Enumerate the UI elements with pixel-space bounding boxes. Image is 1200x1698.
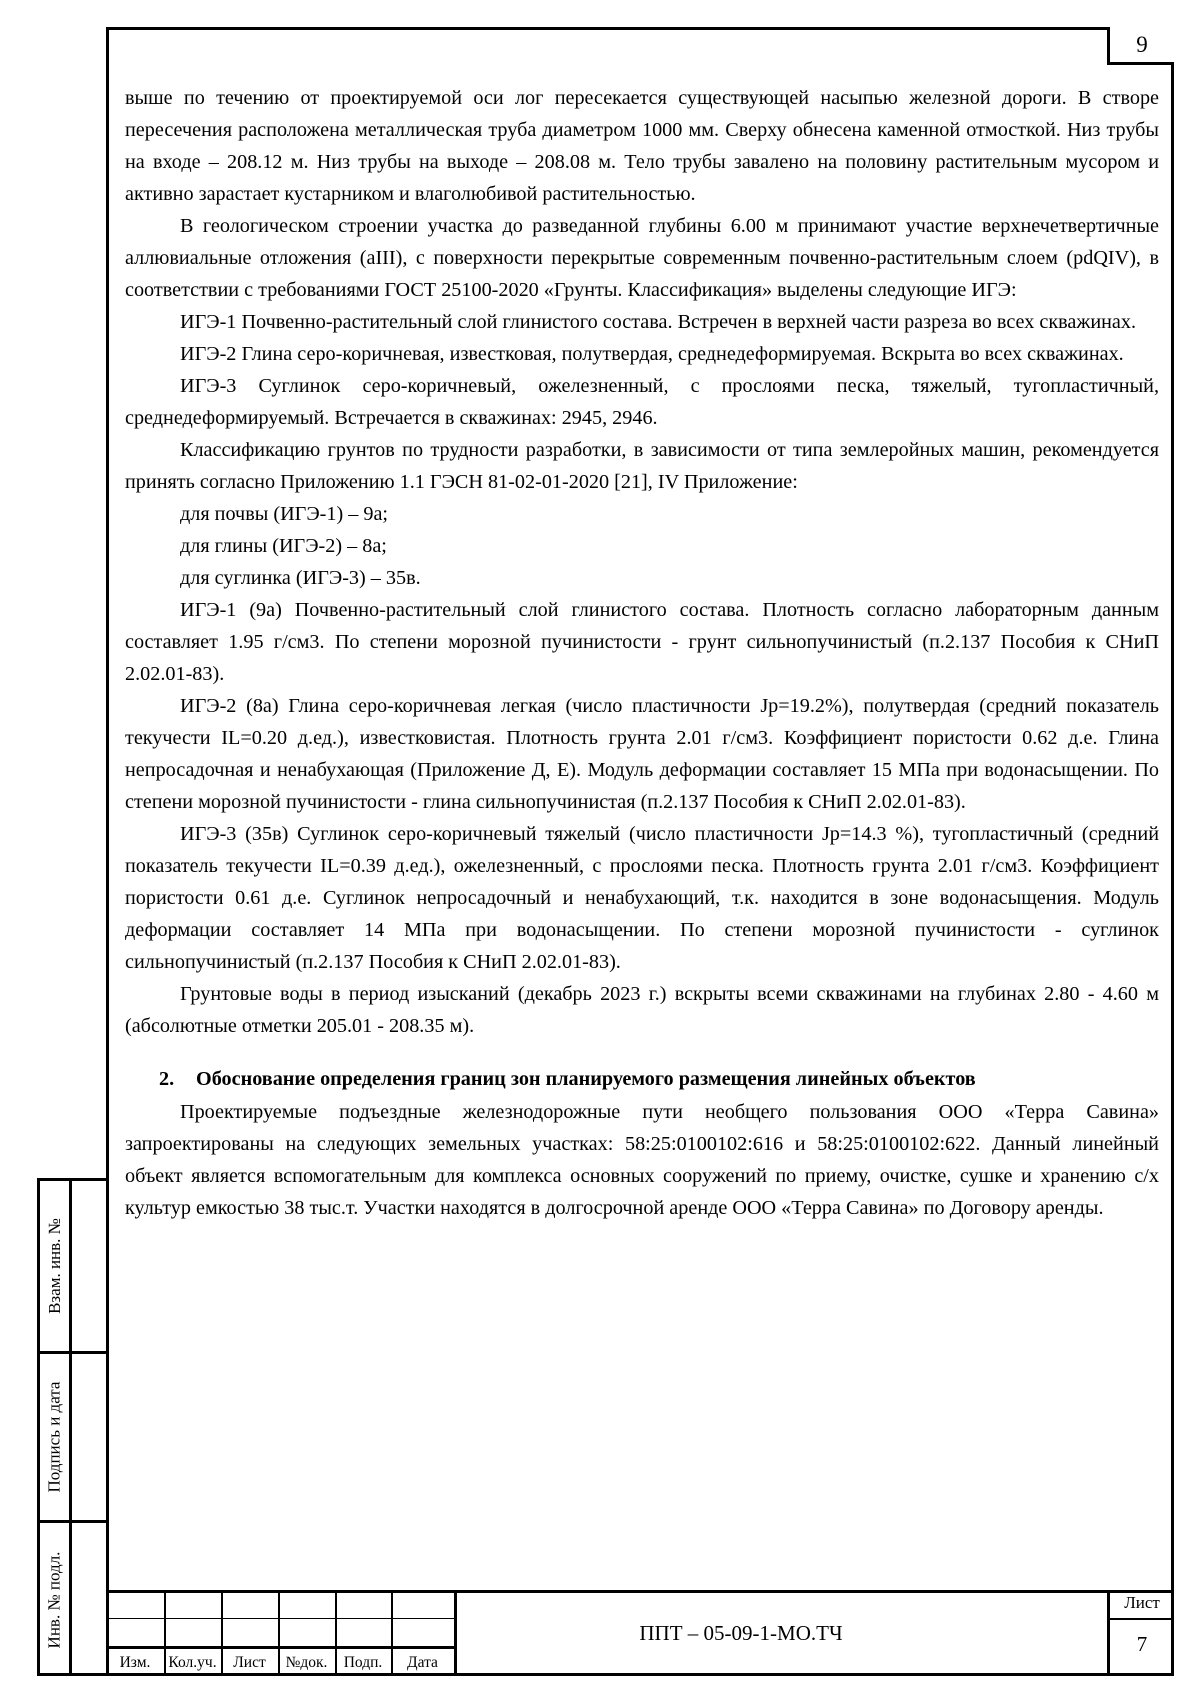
title-block [106,1590,1174,1676]
col-izm: Изм. [119,1654,151,1671]
paragraph: Классификацию грунтов по трудности разработки, в зависимости от типа землеройных машин, рекомендуется принять согласно Приложению 1.1 ГЭСН 81-02-01-2020 [21], IV Приложение: [125,439,1159,493]
list-item: для почвы (ИГЭ-1) – 9а; [180,503,389,525]
col-list: Лист [233,1654,266,1671]
side-label-vzam: Взам. инв. № [44,1218,64,1314]
document-body [125,82,1159,1224]
section-number: 2. [159,1068,175,1090]
paragraph: В геологическом строении участка до разведанной глубины 6.00 м принимают участие верхнечетвертичные аллювиальные отложения (aIII), с поверхности перекрытые современным почвенно-растительным слоем (pdQIV), в соответствии с требованиями ГОСТ 25100-2020 «Грунты. Классификация» выделены следующие ИГЭ: [125,215,1159,301]
section-title: Обоснование определения границ зон планируемого размещения линейных объектов [196,1068,976,1090]
col-data: Дата [407,1654,438,1671]
side-label-podpis: Подпись и дата [44,1381,64,1493]
paragraph: ИГЭ-2 (8а) Глина серо-коричневая легкая (число пластичности Jp=19.2%), полутвердая (средний показатель текучести IL=0.20 д.ед.), известковистая. Плотность грунта 2.01 г/см3. Коэффициент пористости 0.62 д.е. Глина непросадочная и ненабухающая (Приложение Д, Е). Модуль деформации составляет 15 МПа при водонасыщении. По степени морозной пучинистости - глина сильнопучинистая (п.2.137 Пособия к СНиП 2.02.01-83). [125,695,1159,813]
list-item: для глины (ИГЭ-2) – 8а; [180,535,387,557]
paragraph: Грунтовые воды в период изысканий (декабрь 2023 г.) вскрыты всеми скважинами на глубинах 2.80 - 4.60 м (абсолютные отметки 205.01 - 208.35 м). [125,983,1159,1037]
paragraph: ИГЭ-1 (9а) Почвенно-растительный слой глинистого состава. Плотность согласно лабораторным данным составляет 1.95 г/см3. По степени морозной пучинистости - грунт сильнопучинистый (п.2.137 Пособия к СНиП 2.02.01-83). [125,599,1159,685]
paragraph: ИГЭ-1 Почвенно-растительный слой глинистого состава. Встречен в верхней части разреза во всех скважинах. [180,311,1137,333]
list-item: для суглинка (ИГЭ-3) – 35в. [180,567,421,589]
page-number: 9 [1107,27,1174,65]
col-podp: Подп. [343,1654,383,1671]
document-code: ППТ – 05-09-1-МО.ТЧ [639,1620,843,1645]
paragraph-list [125,82,1159,1042]
sheet-number: 7 [1136,1632,1148,1656]
col-ndok: №док. [285,1654,328,1671]
section-heading [125,1062,1159,1096]
col-koluch: Кол.уч. [168,1654,217,1671]
paragraph: ИГЭ-3 Суглинок серо-коричневый, ожелезненный, с прослоями песка, тяжелый, тугопластичный, среднедеформируемый. Встречается в скважинах: 2945, 2946. [125,375,1159,429]
sheet-label: Лист [1124,1593,1160,1612]
paragraph: Проектируемые подъездные железнодорожные пути необщего пользования ООО «Терра Савина» запроектированы на следующих земельных участках: 58:25:0100102:616 и 58:25:0100102:622. Данный линейный объект является вспомогательным для комплекса основных сооружений по приему, очистке, сушке и хранению с/х культур емкостью 38 тыс.т. Участки находятся в долгосрочной аренде ООО «Терра Савина» по Договору аренды. [125,1101,1159,1219]
paragraph: ИГЭ-3 (35в) Суглинок серо-коричневый тяжелый (число пластичности Jp=14.3 %), тугопластичный (средний показатель текучести IL=0.39 д.ед.), ожелезненный, с прослоями песка. Плотность грунта 2.01 г/см3. Коэффициент пористости 0.61 д.е. Суглинок непросадочный и ненабухающий, т.к. находится в зоне водонасыщения. Модуль деформации составляет 14 МПа при водонасыщении. По степени морозной пучинистости - суглинок сильнопучинистый (п.2.137 Пособия к СНиП 2.02.01-83). [125,823,1159,973]
side-label-inv: Инв. № подл. [44,1551,64,1648]
paragraph: ИГЭ-2 Глина серо-коричневая, известковая, полутвердая, среднедеформируемая. Вскрыта во всех скважинах. [180,343,1124,365]
section-paragraph-list [125,1096,1159,1224]
paragraph: выше по течению от проектируемой оси лог пересекается существующей насыпью железной дороги. В створе пересечения расположена металлическая труба диаметром 1000 мм. Сверху обнесена каменной отмосткой. Низ трубы на входе – 208.12 м. Низ трубы на выходе – 208.08 м. Тело трубы завалено на половину растительным мусором и активно зарастает кустарником и влаголюбивой растительностью. [125,87,1159,205]
